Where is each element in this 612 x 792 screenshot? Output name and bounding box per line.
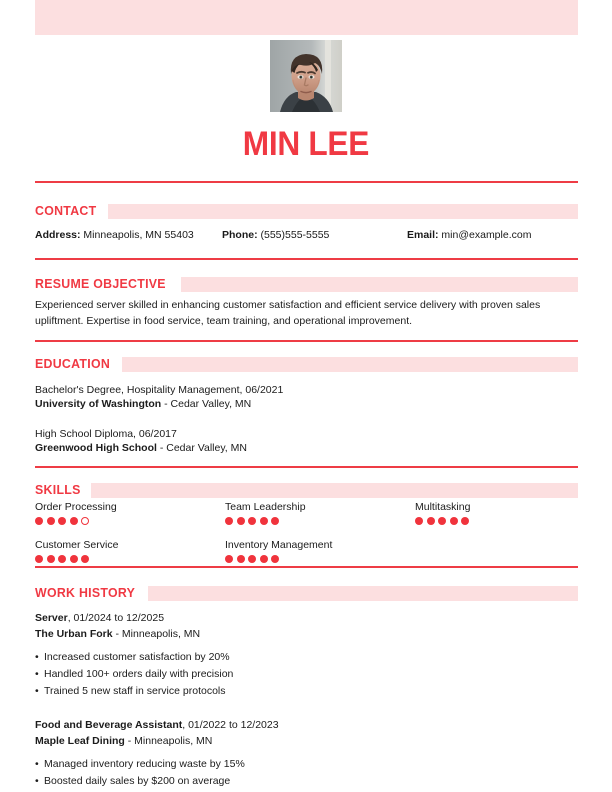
bullet-dot-icon: •	[35, 775, 39, 787]
section-title-objective: RESUME OBJECTIVE	[35, 276, 166, 291]
rating-dot-filled	[237, 555, 245, 563]
contact-address-label: Address:	[35, 229, 81, 241]
education-school-1	[35, 441, 247, 456]
section-bar-work-history	[148, 586, 578, 601]
rating-dot-filled	[225, 517, 233, 525]
education-school-location-1: - Cedar Valley, MN	[156, 442, 247, 454]
bullet-dot-icon: •	[35, 758, 39, 770]
bullet-text: Managed inventory reducing waste by 15%	[44, 758, 245, 770]
job-bullet	[35, 650, 230, 665]
section-bar-skills	[91, 483, 578, 498]
skill-item	[35, 538, 225, 563]
contact-email-value: min@example.com	[438, 229, 532, 241]
section-title-work-history: WORK HISTORY	[35, 585, 136, 600]
skill-name: Inventory Management	[225, 539, 333, 551]
section-header-contact	[35, 203, 578, 219]
education-school-location-0: - Cedar Valley, MN	[161, 398, 252, 410]
section-bar-contact	[108, 204, 578, 219]
section-header-objective	[35, 276, 578, 292]
rating-dot-empty	[81, 517, 89, 525]
rating-dot-filled	[260, 517, 268, 525]
rating-dot-filled	[81, 555, 89, 563]
bullet-text: Increased customer satisfaction by 20%	[44, 651, 230, 663]
bullet-dot-icon: •	[35, 651, 39, 663]
rating-dot-filled	[47, 555, 55, 563]
contact-email	[407, 228, 531, 242]
job-dates: , 01/2024 to 12/2025	[67, 612, 165, 624]
rating-dot-filled	[271, 517, 279, 525]
skill-item	[225, 538, 415, 563]
skill-rating	[225, 517, 415, 525]
avatar-container	[0, 40, 612, 112]
skill-name: Customer Service	[35, 539, 119, 551]
contact-address-value: Minneapolis, MN 55403	[80, 229, 194, 241]
skill-name: Team Leadership	[225, 501, 306, 513]
divider-after-contact	[35, 258, 578, 260]
contact-phone	[222, 228, 329, 242]
education-degree-0: Bachelor's Degree, Hospitality Management, 06/2021	[35, 384, 284, 396]
bullet-dot-icon: •	[35, 668, 39, 680]
page-title: MIN LEE	[242, 125, 370, 163]
skill-rating	[415, 517, 605, 525]
job-role: Server	[35, 612, 68, 624]
job-bullet	[35, 667, 233, 682]
objective-body: Experienced server skilled in enhancing customer satisfaction and efficient service delivery with proven sales upliftment. Expertise in food service, team training, and operational improvement.	[35, 299, 541, 327]
rating-dot-filled	[438, 517, 446, 525]
skill-name: Multitasking	[415, 501, 471, 513]
rating-dot-filled	[237, 517, 245, 525]
section-header-skills	[35, 482, 578, 498]
rating-dot-filled	[248, 517, 256, 525]
job-title-line	[35, 718, 279, 733]
education-school-name-1: Greenwood High School	[35, 442, 157, 454]
education-school-0	[35, 397, 251, 412]
job-location: - Minneapolis, MN	[112, 628, 201, 640]
section-title-contact: CONTACT	[35, 203, 97, 218]
rating-dot-filled	[58, 555, 66, 563]
divider-after-education	[35, 466, 578, 468]
contact-email-label: Email:	[407, 229, 439, 241]
job-company-line	[35, 734, 212, 749]
skill-rating	[225, 555, 415, 563]
contact-address	[35, 228, 194, 242]
job-company: Maple Leaf Dining	[35, 735, 125, 747]
divider-under-name	[35, 181, 578, 183]
education-degree-1: High School Diploma, 06/2017	[35, 428, 177, 440]
job-location: - Minneapolis, MN	[124, 735, 213, 747]
avatar	[270, 40, 342, 112]
section-bar-objective	[181, 277, 578, 292]
rating-dot-filled	[47, 517, 55, 525]
skill-item	[35, 500, 225, 525]
rating-dot-filled	[35, 555, 43, 563]
education-school-name-0: University of Washington	[35, 398, 162, 410]
rating-dot-filled	[461, 517, 469, 525]
rating-dot-filled	[58, 517, 66, 525]
job-bullet	[35, 774, 230, 789]
rating-dot-filled	[225, 555, 233, 563]
bullet-text: Trained 5 new staff in service protocols	[44, 685, 226, 697]
rating-dot-filled	[70, 517, 78, 525]
divider-after-objective	[35, 340, 578, 342]
job-bullet	[35, 684, 226, 699]
skill-rating	[35, 555, 225, 563]
contact-phone-label: Phone:	[222, 229, 258, 241]
section-bar-education	[122, 357, 578, 372]
bullet-text: Handled 100+ orders daily with precision	[44, 668, 234, 680]
rating-dot-filled	[415, 517, 423, 525]
headshot-photo-icon	[270, 40, 342, 112]
job-role: Food and Beverage Assistant	[35, 719, 183, 731]
rating-dot-filled	[450, 517, 458, 525]
bullet-text: Boosted daily sales by $200 on average	[44, 775, 231, 787]
contact-phone-value: (555)555-5555	[257, 229, 330, 241]
rating-dot-filled	[271, 555, 279, 563]
divider-after-skills	[35, 566, 578, 568]
rating-dot-filled	[248, 555, 256, 563]
job-company-line	[35, 627, 200, 642]
section-header-work-history	[35, 585, 578, 601]
name-container	[0, 124, 612, 164]
skill-name: Order Processing	[35, 501, 117, 513]
section-title-skills: SKILLS	[35, 482, 81, 497]
job-title-line	[35, 611, 164, 626]
section-title-education: EDUCATION	[35, 356, 111, 371]
job-company: The Urban Fork	[35, 628, 113, 640]
skill-item	[415, 500, 605, 525]
rating-dot-filled	[70, 555, 78, 563]
rating-dot-filled	[35, 517, 43, 525]
skill-rating	[35, 517, 225, 525]
header-banner	[35, 0, 578, 35]
rating-dot-filled	[260, 555, 268, 563]
bullet-dot-icon: •	[35, 685, 39, 697]
section-header-education	[35, 356, 578, 372]
skill-item	[225, 500, 415, 525]
job-bullet	[35, 757, 245, 772]
rating-dot-filled	[427, 517, 435, 525]
job-dates: , 01/2022 to 12/2023	[182, 719, 279, 731]
